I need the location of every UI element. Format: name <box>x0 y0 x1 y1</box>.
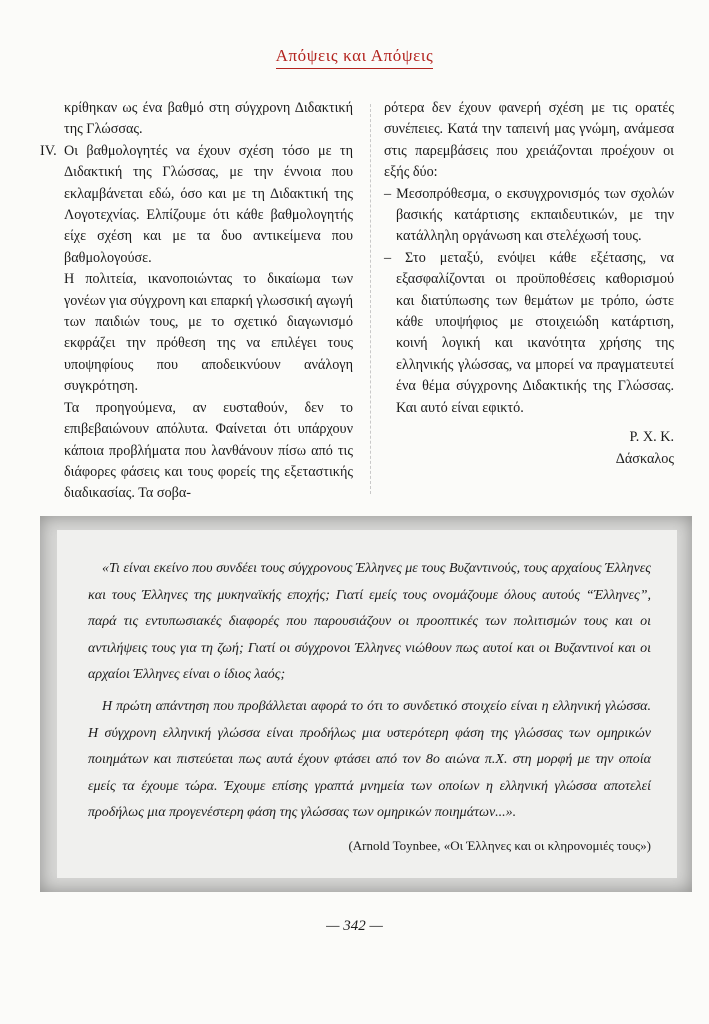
list-item-iv-text: Οι βαθμολογητές να έχουν σχέση τόσο με τη Διδακτική της Γλώσσας, με την έννοια που εκλαμβάνεται εδώ, όσο και με τη Διδακτική της Λογοτεχνίας. Ελπίζουμε ότι κάθε βαθμολογητής είχε σχέση και με τα δυο αντικείμενα που βαθμολογούσε. <box>64 142 353 266</box>
quote-paragraph-1: «Τι είναι εκείνο που συνδέει τους σύγχρονους Έλληνες με τους Βυζαντινούς, τους αρχαίους Έλληνες και τους Έλληνες της μυκηναϊκής εποχής; Γιατί εμείς τους ονομάζουμε όλους αυτούς “Έλληνες”, παρά τις εντυπωσιακές διαφορές που παρουσιάζουν οι προοπτικές των πολιτισμών τους και οι αντιλήψεις τους για τη ζωή; Γιατί οι σύγχρονοι Έλληνες νιώθουν πως αυτοί και οι Βυζαντινοί και οι αρχαίοι Έλληνες είναι ο ίδιος λαός; <box>88 561 651 683</box>
page-number: — 342 — <box>326 918 383 934</box>
list-item-iv-label: IV. <box>40 142 57 159</box>
signature <box>384 427 674 470</box>
column-divider <box>370 104 371 494</box>
quote-content <box>57 530 677 878</box>
quote-paragraph-2: Η πρώτη απάντηση που προβάλλεται αφορά το ότι το συνδετικό στοιχείο είναι η ελληνική γλώσσα. Η σύγχρονη ελληνική γλώσσα είναι προδήλως μια υστερότερη φάση της γλώσσας των ομηρικών ποιημάτων και πιστεύεται πως αυτά έχουν φτάσει από τον 8ο αιώνα π.Χ. στη μορφή με την οποία εμείς τα έχουμε τώρα. Έχουμε επίσης γραπτά μνημεία των οποίων η ελληνική γλώσσα αποτελεί προδήλως μια προγενέστερη φάση της γλώσσας των ομηρικών ποιημάτων...». <box>88 698 651 821</box>
quote-box <box>40 516 692 892</box>
page-header <box>0 46 709 69</box>
left-paragraph-1: κρίθηκαν ως ένα βαθμό στη σύγχρονη Διδακτική της Γλώσσας. <box>64 100 353 138</box>
right-column <box>384 98 674 470</box>
quote-citation: (Arnold Toynbee, «Οι Έλληνες και οι κληρονομιές τους») <box>348 837 651 853</box>
left-paragraph-3: Τα προηγούμενα, αν ευσταθούν, δεν το επιβεβαιώνουν απόλυτα. Φαίνεται ότι υπάρχουν κάποια προβλήματα που λανθάνουν πίσω από τις διάφορες φάσεις και τους φορείς της εξεταστικής διαδικασίας. Τα σοβα- <box>64 399 353 502</box>
dash-item-1: – Μεσοπρόθεσμα, ο εκσυγχρονισμός των σχολών βασικής κατάρτισης εκπαιδευτικών, με την κατάλληλη οργάνωση και στελέχωσή τους. <box>384 185 674 245</box>
dash-item-2: – Στο μεταξύ, ενόψει κάθε εξέτασης, να εξασφαλίζονται οι προϋποθέσεις καθορισμού και διατύπωσης των θεμάτων με τρόπο, ώστε κάθε υποψήφιος με στοιχειώδη κατάρτιση, κοινή λογική και ικανότητα χρήσης της ελληνικής γλώσσας, να μπορεί να πραγματευτεί ένα θέμα σύγχρονης Διδακτικής της Γλώσσας. Και αυτό είναι εφικτό. <box>384 249 674 416</box>
signature-role: Δάσκαλος <box>615 450 674 467</box>
signature-initials: Ρ. Χ. Κ. <box>629 429 674 446</box>
list-item-iv <box>40 141 353 269</box>
left-column <box>40 98 353 505</box>
running-title: Απόψεις και Απόψεις <box>276 46 434 69</box>
left-paragraph-2: Η πολιτεία, ικανοποιώντας το δικαίωμα των γονέων για σύγχρονη και επαρκή γλωσσική αγωγή των παιδιών τους, με το σχετικό διαγωνισμό εκφράζει την πρόθεση της να επιλέγει τους υποψηφίους που αποδεικνύουν ανάλογη συγκρότηση. <box>64 271 353 395</box>
right-paragraph-1: ρότερα δεν έχουν φανερή σχέση με τις ορατές συνέπειες. Κατά την ταπεινή μας γνώμη, ανάμεσα στις παρεμβάσεις που χρειάζονται προέχουν οι εξής δύο: <box>384 100 674 181</box>
